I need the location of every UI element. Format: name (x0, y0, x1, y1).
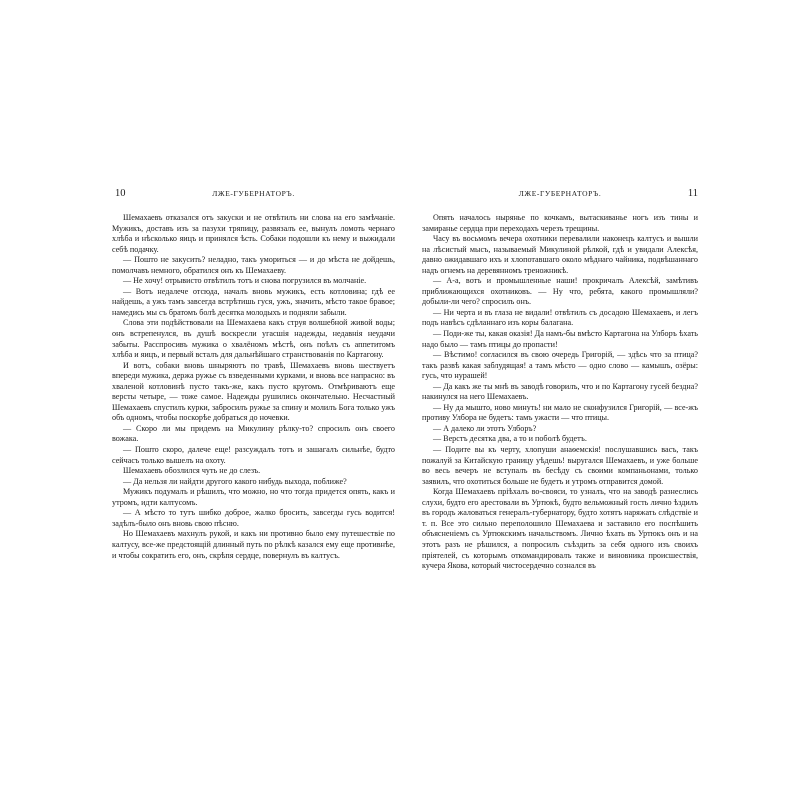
paragraph: — Скоро ли мы придемъ на Микулину рѣлку-то? спросилъ онъ своего вожака. (112, 423, 395, 444)
paragraph: Мужикъ подумалъ и рѣшилъ, что можно, но что тогда придется опять, какъ и утромъ, идти калтусомъ. (112, 487, 395, 507)
right-page (422, 188, 698, 628)
paragraph: — Вѣстимо! согласился въ свою очередь Григорій, — здѣсь что за птица? такъ развѣ какая заблудящая! а тамъ мѣсто — одно слово — камышъ, озёры: гусь, что нурашей! (422, 350, 698, 381)
paragraph: Часу въ восьмомъ вечера охотники перевалили наконецъ калтусъ и вышли на лѣсистый мысъ, называемый Микулиной рѣлкой, гдѣ и увидали Алексѣя, давно ожидавшаго ихъ и хлопотавшаго около мѣднаго чайника, подвѣшаннаго надъ огнемъ на деревянномъ треножникѣ. (422, 234, 698, 275)
paragraph: Опять началось нырянье по кочкамъ, вытаскиванье ногъ изъ тины и замиранье сердца при переходахъ черезъ трещины. (422, 213, 698, 233)
paragraph: — Пошто не закусить? неладно, такъ умориться — и до мѣста не дойдешь, помолчавъ немного, обратился онъ къ Шемахаеву. (112, 255, 395, 275)
page-number: 11 (687, 188, 698, 199)
left-page-body (112, 213, 395, 561)
page-number: 10 (115, 188, 126, 199)
paragraph: Шемахаевъ обозлился чуть не до слезъ. (123, 466, 261, 476)
left-page (112, 188, 395, 628)
paragraph: — Пошто скоро, далече еще! разсуждалъ тотъ и зашагалъ сильнѣе, будто сейчасъ только вышелъ на охоту. (112, 445, 395, 465)
paragraph: — Ну да мышто, ново минуть! ни мало не сконфузился Григорій, — все-жъ противу Улбора не будетъ: тамъ ужасти — что птицы. (422, 402, 698, 423)
paragraph: — А далеко ли этотъ Улборъ? (433, 423, 537, 433)
paragraph: — Верстъ десятка два, а то и поболѣ будетъ. (433, 434, 587, 444)
paragraph: — А мѣсто то тутъ шибко доброе, жалко бросить, завсегды гусь водится! задѣлъ-было онъ вновь свою пѣсню. (112, 508, 395, 528)
right-page-body (422, 213, 698, 572)
paragraph: — Да нельзя ли найдти другого какого нибудь выхода, поближе? (123, 476, 347, 486)
paragraph: — Да какъ же ты мнѣ въ заводѣ говорилъ, что и по Картагону гусей бездна? накинулся на него Шемахаевъ. (422, 381, 698, 402)
paragraph: Слова эти подѣйствовали на Шемахаева какъ струя волшебной живой воды; онъ встрепенулся, въ душѣ воскресли угасшія надежды, недавнія неудачи забыты. Расспросивъ мужика о хвалёномъ мѣстѣ, онъ поѣлъ съ аппетитомъ хлѣба и яицъ, и первый всталъ для дальнѣйшаго странствованія по Картагону. (112, 318, 395, 360)
right-page-header (422, 188, 698, 204)
paragraph: — Подите вы къ черту, хлопуши анаѳемскія! послушавшись васъ, такъ пожалуй за Китайскую границу уѣдешь! выругался Шемахаевъ, и уже больше во весь вечеръ не вступалъ въ бесѣду съ своими компаньонами, только заявилъ, что охотиться больше не будетъ и утромъ отправится домой. (422, 445, 698, 486)
paragraph: — Вотъ недалече отсюда, началъ вновь мужикъ, есть котловина; гдѣ ее найдешь, а ужъ тамъ завсегда встрѣтишь гуся, ужъ, значить, мѣсто такое бравое; намедись мы съ братомъ болѣ десятка молодыхъ и подняли забыли. (112, 286, 395, 317)
paragraph: Когда Шемахаевъ пріѣхалъ во-свояси, то узналъ, что на заводѣ разнеслись слухи, будто его арестовали въ Уртюкѣ, будто вельможный гость лично ѣздилъ въ городъ жаловаться генералъ-губернатору, будто хотятъ наряжать слѣдствіе и т. п. Все это сильно переполошило Шемахаева и заставило его поспѣшить объясненіемъ съ Уртюкскимъ начальствомъ. Лично ѣхать въ Уртюкъ онъ и на этотъ разъ не рѣшился, а попросилъ съѣздить за себя одного изъ своихъ пріятелей, съ которымъ откомандировалъ также и виновника происшествія, кучера Якова, который чистосердечно сознался въ (422, 487, 698, 571)
paragraph: — А-а, вотъ и промышленные наши! прокричалъ Алексѣй, замѣтивъ приближающихся охотниковъ. — Ну что, ребята, какого промышляли? добыли-ли чего? спросилъ онъ. (422, 276, 698, 307)
paragraph: Но Шемахаевъ махнулъ рукой, и какъ ни противно было ему путешествіе по калтусу, все-же предстоящій длинный путь по рѣлкѣ казался ему еще противнѣе, и чтобы сократить его, онъ, скрѣпя сердце, повернулъ въ калтусъ. (112, 529, 395, 560)
paragraph: — Ни черта и въ глаза не видали! отвѣтилъ съ досадою Шемахаевъ, и легъ подъ навѣсъ сдѣланнаго изъ коры балагана. (422, 307, 698, 328)
paragraph: — Поди-же ты, какая оказія! Да намъ-бы вмѣсто Картагона на Улборъ ѣхать надо было — тамъ птицы до пропасти! (422, 329, 698, 349)
running-head: ЛЖЕ-ГУБЕРНАТОРЪ. (518, 189, 602, 198)
running-head: ЛЖЕ-ГУБЕРНАТОРЪ. (212, 189, 295, 198)
paragraph: И вотъ, собаки вновь шныряютъ по травѣ, Шемахаевъ вновь шествуетъ впереди мужика, держа ружье съ взведенными курками, и вновь все напрасно: въ хваленой котловинѣ пусто такъ-же, какъ пусто кругомъ. Отмѣриваютъ еще версты четыре, — тоже самое. Надежды рушились окончательно. Несчастный Шемахаевъ спустилъ курки, забросилъ ружье за спину и молилъ Бога только ужъ объ одномъ, чтобы поскорѣе добраться до ночевки. (112, 360, 395, 423)
paragraph: — Не хочу! отрывисто отвѣтилъ тотъ и снова погрузился въ молчаніе. (123, 276, 367, 286)
left-page-header (112, 188, 395, 204)
paragraph: Шемахаевъ отказался отъ закуски и не отвѣтилъ ни слова на его замѣчаніе. Мужикъ, доставъ изъ за пазухи тряпицу, развязалъ ее, вынулъ ломоть чернаго хлѣба и нѣсколько яицъ и принялся ѣсть. Собаки подошли къ нему и выжидали себѣ подачку. (112, 213, 395, 254)
